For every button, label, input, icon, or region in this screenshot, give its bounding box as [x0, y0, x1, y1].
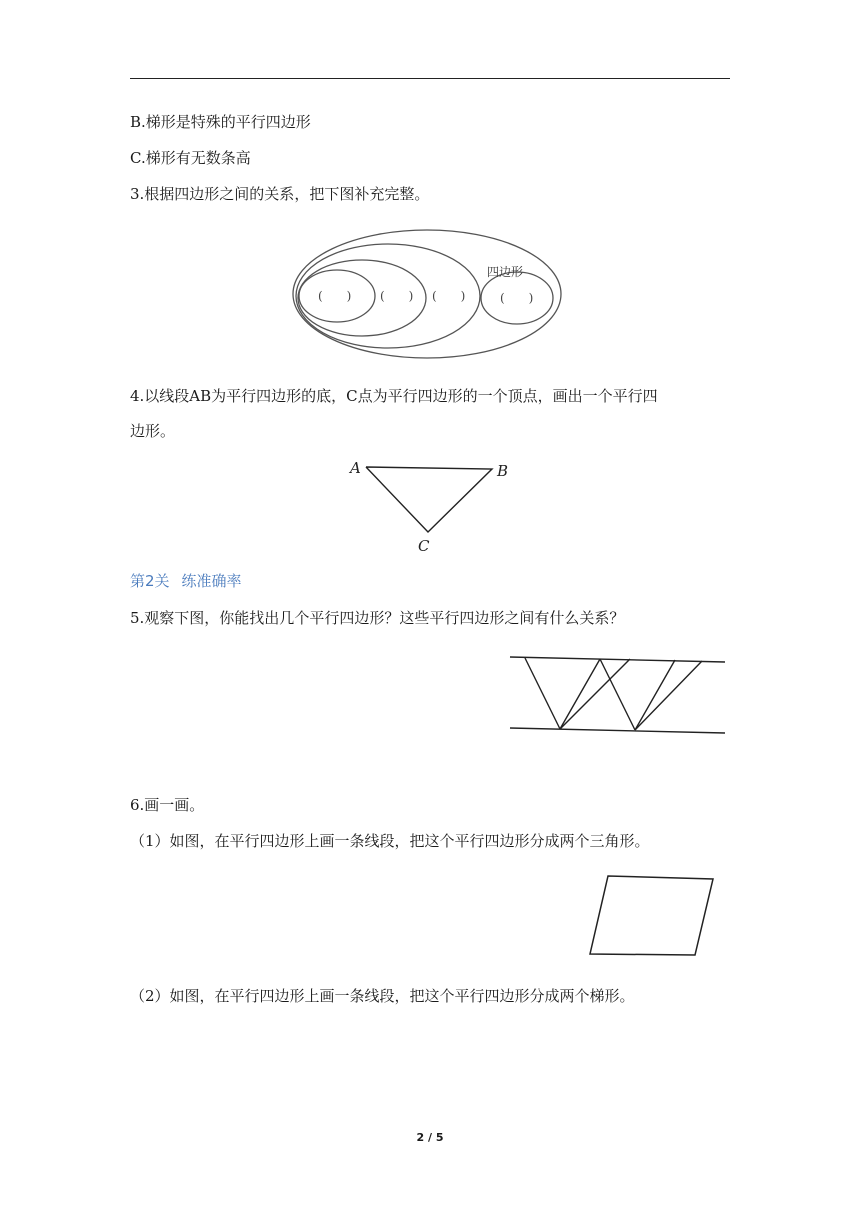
venn-blank-1: ( ) — [318, 289, 352, 303]
section-title: 练准确率 — [181, 572, 242, 590]
question-3: 3.根据四边形之间的关系，把下图补充完整。 — [130, 185, 430, 203]
label-a: A — [350, 459, 361, 477]
question-4-line-2: 边形。 — [130, 422, 176, 440]
question-6-part-2: （2）如图，在平行四边形上画一条线段，把这个平行四边形分成两个梯形。 — [130, 987, 635, 1005]
option-b: B.梯形是特殊的平行四边形 — [130, 113, 311, 131]
question-6-part-1: （1）如图，在平行四边形上画一条线段，把这个平行四边形分成两个三角形。 — [130, 832, 650, 850]
venn-label-quadrilateral: 四边形 — [487, 265, 524, 279]
parallelograms-figure — [505, 650, 730, 742]
label-b: B — [497, 462, 509, 480]
parallelogram-figure — [585, 872, 720, 960]
section-heading — [130, 571, 242, 591]
venn-blank-4: ( ) — [500, 291, 534, 305]
venn-blank-3: ( ) — [432, 289, 466, 303]
section-label: 第2关 — [130, 572, 170, 590]
header-rule — [130, 78, 730, 79]
quadrilateral-venn-diagram — [290, 226, 565, 362]
label-c: C — [418, 537, 430, 555]
venn-blank-2: ( ) — [380, 289, 414, 303]
page-number: 2 / 5 — [416, 1131, 444, 1144]
triangle-abc-figure — [340, 452, 520, 557]
question-6: 6.画一画。 — [130, 796, 205, 814]
triangle-abc — [366, 467, 492, 532]
question-4-line-1: 4.以线段AB为平行四边形的底，C点为平行四边形的一个顶点，画出一个平行四 — [130, 387, 658, 405]
parallelogram — [590, 876, 713, 955]
question-5: 5.观察下图，你能找出几个平行四边形？这些平行四边形之间有什么关系？ — [130, 609, 625, 627]
option-c: C.梯形有无数条高 — [130, 149, 251, 167]
